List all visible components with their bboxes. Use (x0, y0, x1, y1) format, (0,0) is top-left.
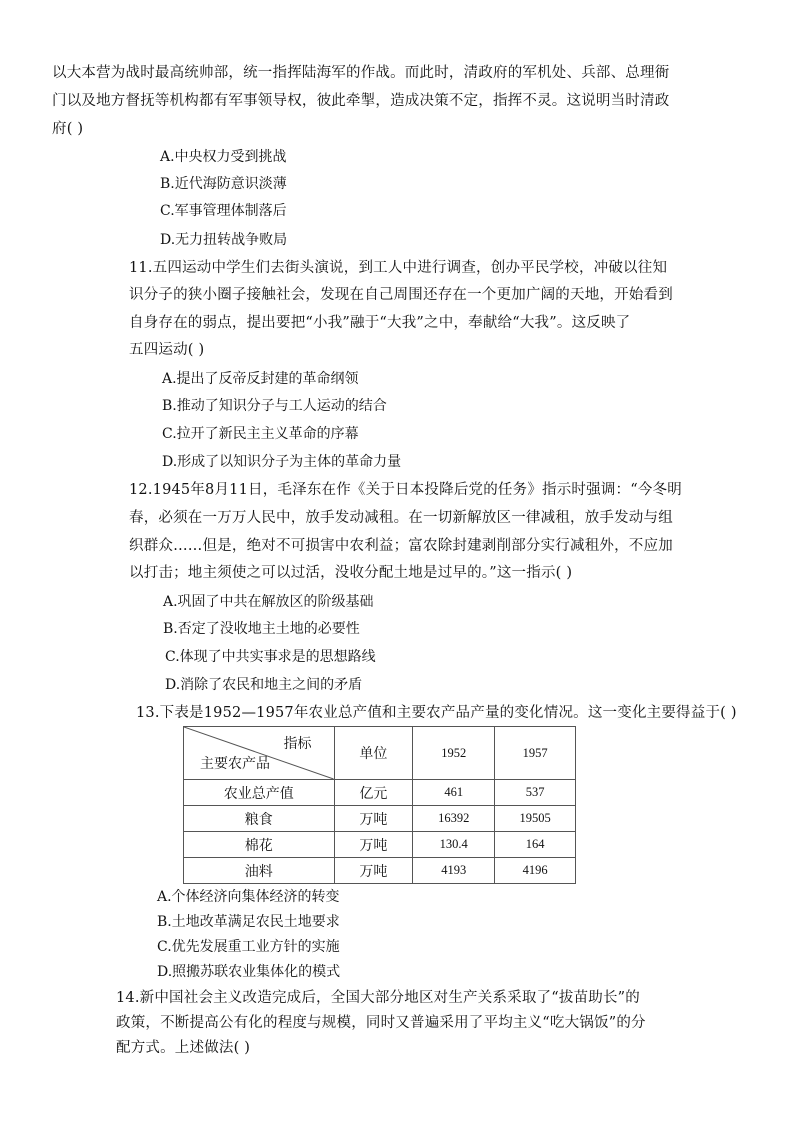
q12-stem-line-3: 织群众……但是，绝对不可损害中农利益；富农除封建剥削部分实行减租外，不应加 (129, 538, 673, 554)
q14-stem-line-3: 配方式。上述做法( ) (116, 1040, 251, 1056)
q12-stem-line-1: 12.1945年8月11日，毛泽东在作《关于日本投降后党的任务》指示时强调：“今冬明 (129, 482, 682, 498)
q13-stem: 13.下表是1952—1957年农业总产值和主要农产品产量的变化情况。这一变化主要得益于( ) (136, 705, 737, 721)
q11-stem-line-1: 11.五四运动中学生们去街头演说，到工人中进行调查，创办平民学校，冲破以往知 (129, 260, 668, 276)
row-unit: 亿元 (334, 780, 413, 806)
q14-stem-line-2: 政策，不断提高公有化的程度与规模，同时又普遍采用了平均主义“吃大锅饭”的分 (116, 1015, 646, 1031)
q12-option-b[interactable]: B.否定了没收地主土地的必要性 (163, 621, 360, 637)
header-unit: 单位 (334, 727, 413, 780)
q11-option-b[interactable]: B.推动了知识分子与工人运动的结合 (162, 398, 387, 414)
q10-option-a[interactable]: A.中央权力受到挑战 (160, 149, 287, 165)
table-row (184, 832, 576, 858)
row-value-1957: 4196 (495, 858, 576, 884)
q11-option-d[interactable]: D.形成了以知识分子为主体的革命力量 (162, 454, 402, 470)
q10-option-d[interactable]: D.无力扭转战争败局 (160, 232, 288, 248)
q11-stem-line-2: 识分子的狭小圈子接触社会，发现在自己周围还存在一个更加广阔的天地，开始看到 (129, 287, 673, 303)
q12-option-c[interactable]: C.体现了中共实事求是的思想路线 (165, 649, 376, 665)
row-name: 农业总产值 (184, 780, 335, 806)
row-unit: 万吨 (334, 832, 413, 858)
header-product-label: 主要农产品 (200, 756, 270, 772)
table-row (184, 858, 576, 884)
q11-stem-line-4: 五四运动( ) (129, 342, 205, 358)
row-name: 粮食 (184, 806, 335, 832)
header-indicator-label: 指标 (283, 736, 312, 752)
row-name: 棉花 (184, 832, 335, 858)
q11-option-a[interactable]: A.提出了反帝反封建的革命纲领 (162, 371, 359, 387)
table-header-row (184, 727, 576, 780)
q10-stem-line-1: 以大本营为战时最高统帅部，统一指挥陆海军的作战。而此时，清政府的军机处、兵部、总理衙 (52, 65, 670, 81)
q13-option-b[interactable]: B.土地改革满足农民土地要求 (157, 914, 340, 930)
header-year-1957: 1957 (495, 727, 576, 780)
row-value-1952: 4193 (413, 858, 495, 884)
q14-stem-line-1: 14.新中国社会主义改造完成后，全国大部分地区对生产关系采取了“拔苗助长”的 (116, 990, 640, 1006)
q11-option-c[interactable]: C.拉开了新民主主义革命的序幕 (162, 426, 359, 442)
header-year-1952: 1952 (413, 727, 495, 780)
q10-stem-line-2: 门以及地方督抚等机构都有军事领导权，彼此牵掣，造成决策不定，指挥不灵。这说明当时清政 (52, 93, 670, 109)
q12-stem-line-2: 春，必须在一万万人民中，放手发动减租。在一切新解放区一律减租，放手发动与组 (129, 510, 673, 526)
row-value-1957: 537 (495, 780, 576, 806)
row-value-1952: 16392 (413, 806, 495, 832)
table-row (184, 780, 576, 806)
q12-stem-line-4: 以打击；地主须使之可以过活，没收分配土地是过早的。”这一指示( ) (129, 565, 573, 581)
q11-stem-line-3: 自身存在的弱点，提出要把“小我”融于“大我”之中，奉献给“大我”。这反映了 (129, 315, 631, 331)
row-value-1952: 461 (413, 780, 495, 806)
q13-option-d[interactable]: D.照搬苏联农业集体化的模式 (157, 964, 341, 980)
agriculture-table (183, 726, 576, 884)
q13-option-c[interactable]: C.优先发展重工业方针的实施 (157, 939, 340, 955)
row-name: 油料 (184, 858, 335, 884)
row-unit: 万吨 (334, 858, 413, 884)
row-value-1952: 130.4 (413, 832, 495, 858)
row-value-1957: 19505 (495, 806, 576, 832)
q12-option-a[interactable]: A.巩固了中共在解放区的阶级基础 (163, 594, 374, 610)
q12-option-d[interactable]: D.消除了农民和地主之间的矛盾 (165, 677, 363, 693)
q10-option-b[interactable]: B.近代海防意识淡薄 (160, 176, 287, 192)
q13-option-a[interactable]: A.个体经济向集体经济的转变 (157, 889, 340, 905)
row-value-1957: 164 (495, 832, 576, 858)
row-unit: 万吨 (334, 806, 413, 832)
q10-option-c[interactable]: C.军事管理体制落后 (160, 203, 287, 219)
table-header-diagonal-cell (184, 727, 335, 780)
q10-stem-line-3: 府( ) (52, 121, 84, 137)
table-row (184, 806, 576, 832)
